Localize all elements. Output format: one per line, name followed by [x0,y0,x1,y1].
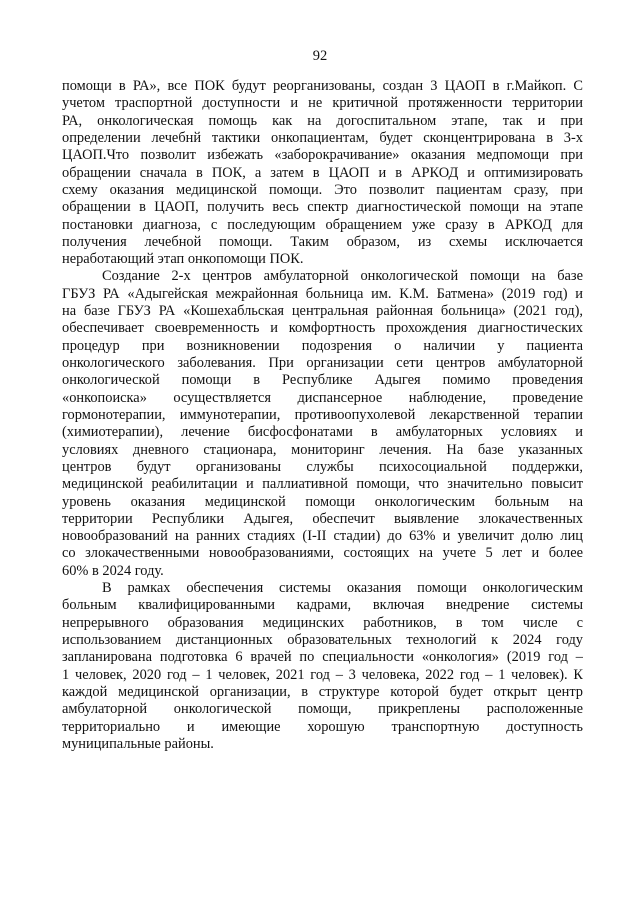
text-line: медицинской реабилитации и паллиативной помощи, что значительно повысит [62,476,583,493]
text-line: каждой медицинской организации, в структуре которой будет открыт центр [62,683,583,700]
text-line: новообразований на ранних стадиях (I-II стадии) до 63% и увеличит долю лиц [62,528,583,545]
text-line: уровень оказания медицинской помощи онкологическим больным на [62,493,583,510]
text-line: обращении в ЦАОП, получить весь спектр диагностической помощи на этапе [62,199,583,216]
text-line: ГБУЗ РА «Адыгейская межрайонная больница им. К.М. Батмена» (2019 год) и [62,285,583,302]
text-line: использованием дистанционных образовательных технологий к 2024 году [62,632,583,648]
text-line: онкологической помощи в Республике Адыгея помимо проведения [62,372,583,389]
paragraph [62,580,583,753]
text-line: процедур при возникновении подозрения о наличии у пациента [62,337,583,354]
text-line: неработающий этап онкопомощи ПОК. [62,251,304,268]
text-line: В рамках обеспечения системы оказания помощи онкологическим [102,580,583,597]
text-line: обращении сначала в ПОК, а затем в ЦАОП и в АРКОД и оптимизировать [62,164,583,181]
text-line: муниципальные районы. [62,735,214,752]
paragraph [62,78,583,268]
text-line: условиях дневного стационара, мониторинг лечения. На базе указанных [62,441,583,458]
text-line: РА, онкологическая помощь как на догоспитальном этапе, так и при [62,112,583,129]
paragraph [62,268,583,580]
text-line: схему оказания медицинской помощи. Это позволит пациентам сразу, при [62,181,583,198]
text-line: территориально и имеющие хорошую транспортную доступность [62,718,583,735]
text-line: помощи в РА», все ПОК будут реорганизованы, создан 3 ЦАОП в г.Майкоп. С [62,78,583,94]
text-line: запланирована подготовка 6 врачей по специальности «онкология» (2019 год – [62,649,583,666]
text-line: учетом траспортной доступности и не критичной протяженности территории [62,95,583,112]
text-line: определении лечебнй тактики онкопациентам, будет сконцентрирована в 3-х [62,129,583,146]
text-line: «онкопоиска» осуществляется диспансерное наблюдение, проведение [62,389,583,406]
text-line: получения лечебной помощи. Таким образом, из схемы исключается [62,233,583,250]
text-line: на базе ГБУЗ РА «Кошехабльская центральная районная больница» (2021 год), [62,303,583,320]
text-line: со злокачественными новообразованиями, состоящих на учете 5 лет и более [62,545,583,562]
text-line: обеспечивает своевременность и комфортность прохождения диагностических [62,320,583,337]
text-line: (химиотерапии), лечение бисфосфонатами в амбулаторных условиях и [62,424,583,441]
text-line: 1 человек, 2020 год – 1 человек, 2021 год – 3 человека, 2022 год – 1 человек). К [62,666,583,683]
text-line: непрерывного образования медицинских работников, в том числе с [62,614,583,631]
page-number: 92 [312,48,328,64]
body-text [62,78,583,753]
text-line: гормонотерапии, иммунотерапии, противоопухолевой лекарственной терапии [62,406,583,423]
text-line: центров будут организованы службы психосоциальной поддержки, [62,458,583,475]
text-line: больным квалифицированными кадрами, включая внедрение системы [62,597,583,614]
text-line: 60% в 2024 году. [62,562,164,579]
text-line: постановки диагноза, с последующим обращением уже сразу в АРКОД для [62,216,583,233]
text-line: территории Республики Адыгея, обеспечит выявление злокачественных [62,510,583,527]
text-line: онкологического заболевания. При организации сети центров амбулаторной [62,355,583,371]
text-line: ЦАОП.Что позволит избежать «заборокрачивание» оказания медпомощи при [62,147,583,164]
text-line: Создание 2-х центров амбулаторной онкологической помощи на базе [102,268,583,285]
text-line: амбулаторной онкологической помощи, прикреплены расположенные [62,701,583,718]
